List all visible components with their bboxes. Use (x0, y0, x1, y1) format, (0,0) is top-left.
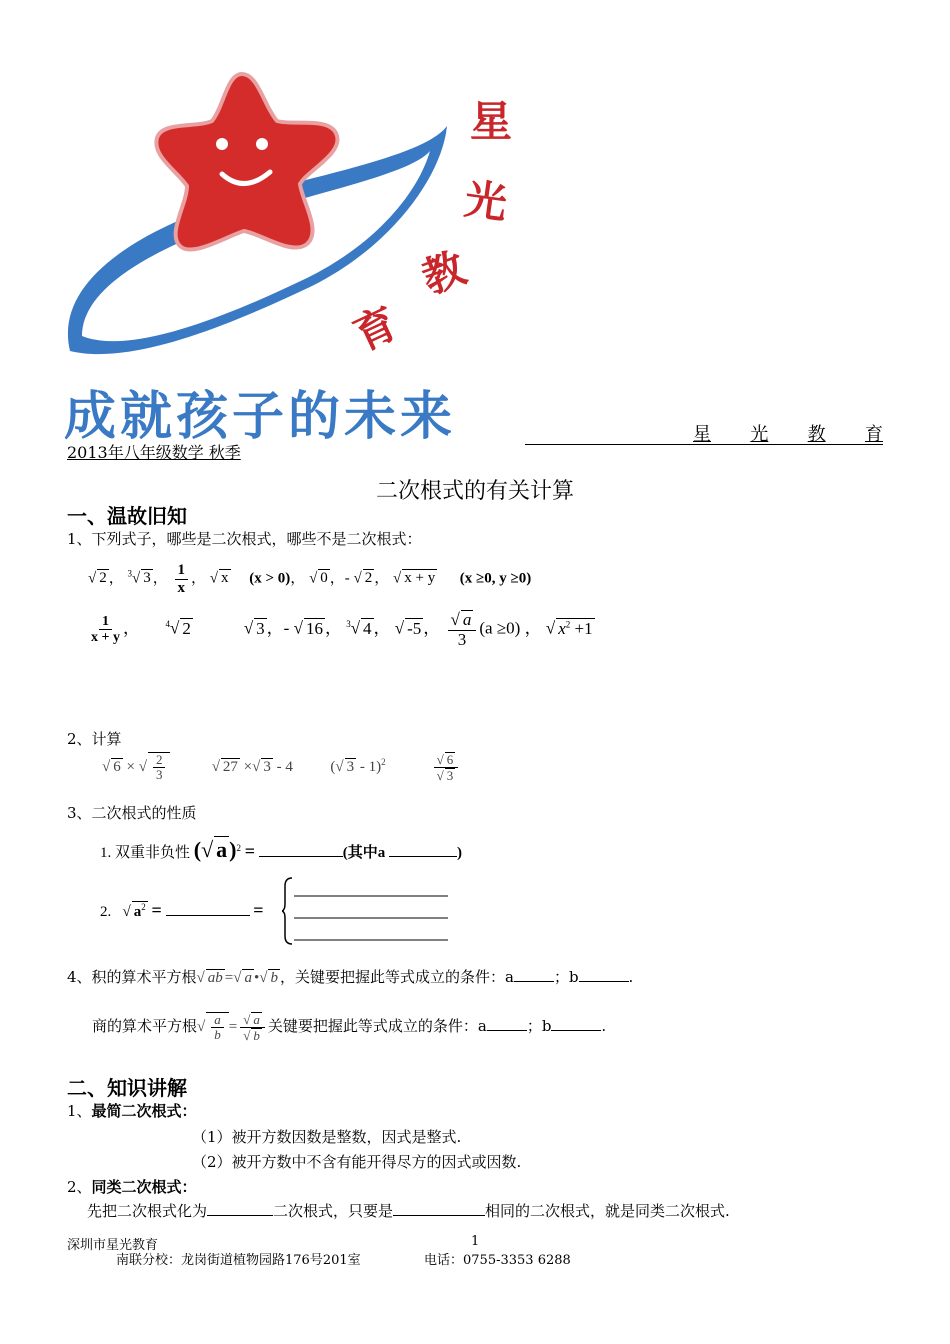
logo-star (156, 74, 337, 250)
q1-expressions-row2: $\frac{1}{x + y}$ ， $^4$√ 2 √ 3 ，- √ 16 ， $^3$√ 4 ， √ -5 ， $\frac{√ a}{3}$ (a ≥0) ， √ $x^2 +1$ (91, 610, 593, 649)
section-heading: 一、温故旧知 (67, 504, 187, 528)
blank[interactable] (551, 1030, 601, 1031)
logo-brand-char: 育 (346, 297, 405, 361)
logo-brand-char: 教 (415, 242, 472, 304)
knowledge-1-item: （1）被开方数因数是整数，因式是整式. (192, 1128, 462, 1146)
blank[interactable] (514, 981, 554, 982)
star-logo (62, 66, 532, 446)
question-3: 3、二次根式的性质 (67, 804, 197, 822)
question-4: 4、积的算术平方根√ ab =√ a •√ b ，关键要把握此等式成立的条件：a ；b . (67, 968, 634, 986)
blank[interactable] (166, 915, 250, 916)
section-heading: 二、知识讲解 (67, 1076, 187, 1100)
brace-cases (282, 876, 454, 946)
blank[interactable] (207, 1215, 273, 1216)
blank[interactable] (487, 1030, 527, 1031)
footer-org: 深圳市星光教育 (67, 1238, 159, 1253)
q2-expressions: √ 6 × √ $\frac{2}{3}$ √ 27 ×√ 3 - 4 (√ 3 - 1)$^2$ $\frac{√ 6}{√ 3}$ (102, 752, 461, 784)
logo-slogan: 成就孩子的未来 (64, 387, 457, 446)
logo-brand-char: 光 (461, 174, 511, 229)
knowledge-2: 2、同类二次根式： (67, 1178, 197, 1196)
question-4-quotient: 商的算术平方根√ $\frac{a}{b}$ = $\frac{√ a}{√ b}$ 关键要把握此等式成立的条件：a ；b . (92, 1012, 607, 1044)
property-2: 2. √ $a^2$ = = (100, 900, 264, 920)
blank[interactable] (389, 856, 457, 857)
knowledge-2-text: 先把二次根式化为 二次根式，只要是 相同的二次根式，就是同类二次根式. (87, 1202, 730, 1220)
blank[interactable] (579, 981, 629, 982)
semester-label: 2013年八年级数学 秋季 (67, 443, 241, 462)
question-2: 2、计算 (67, 730, 122, 748)
blank[interactable] (393, 1215, 485, 1216)
blank[interactable] (259, 856, 343, 857)
footer-address: 南联分校：龙岗街道植物园路176号201室 (116, 1253, 361, 1268)
knowledge-1-item: （2）被开方数中不含有能开得尽方的因式或因数. (192, 1153, 522, 1171)
question-1: 1、下列式子，哪些是二次根式，哪些不是二次根式： (67, 530, 422, 548)
header-rule (525, 420, 883, 445)
logo-brand-char: 星 (470, 97, 513, 146)
property-1: 1. 双重非负性 (√ a)$^2$ = (其中a ) (100, 837, 463, 862)
page-title: 二次根式的有关计算 (375, 479, 574, 504)
knowledge-1: 1、最简二次根式： (67, 1102, 197, 1120)
header-brand: 星 光 教 育 (693, 424, 883, 445)
page-number: 1 (471, 1234, 480, 1249)
q1-expressions-row1: √ 2 ， $^3$√ 3 ， $\frac{1}{x}$ ， √ x (x > 0)， √ 0 ，- √ 2 ， √ x + y (x ≥0, y ≥0) (88, 562, 532, 596)
footer-phone: 电话：0755-3353 6288 (424, 1253, 571, 1268)
